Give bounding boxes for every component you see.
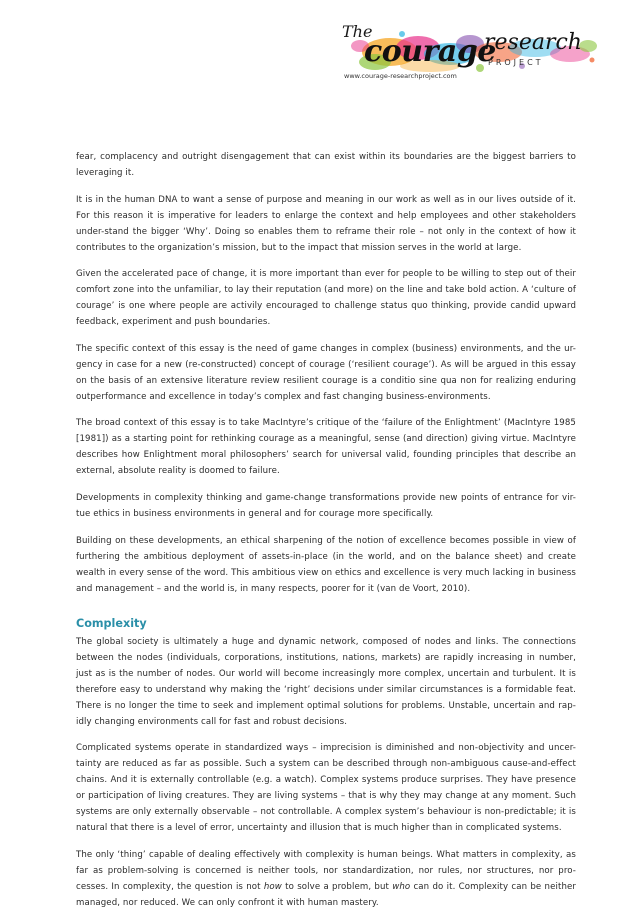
logo-courage: courage <box>364 34 496 69</box>
paragraph: It is in the human DNA to want a sense of purpose and meaning in our work as well as in our lives outside of it. For this reason it is imperative for leaders to enlarge the context and help employees and other stakeholders under-stand the bigger ‘Why’. Doing so enables them to reframe their role – not only in the context of how it contributes to the organization’s mission, but to the impact that mission serves in the world at large. <box>76 194 576 253</box>
section-heading: Complexity <box>76 616 147 630</box>
text-run: can do it. Complexity can be neither managed, nor reduced. We can only confront it with human mastery. <box>76 881 577 908</box>
text-run: to solve a problem, but <box>281 881 393 892</box>
logo-url: www.courage-researchproject.com <box>344 72 457 80</box>
paragraph: fear, complacency and outright disengagement that can exist within its boundaries are the biggest barriers to leveraging it. <box>76 152 576 178</box>
paragraph <box>76 847 576 911</box>
paragraph: The global society is ultimately a huge and dynamic network, composed of nodes and links. The connections between the nodes (individuals, corporations, institutions, nations, markets) are rapidly increasing in number, just as is the number of nodes. Our world will become increasingly more complex, uncertain and turbulent. It is therefore easy to understand why making the ‘right’ decisions under similar circumstances is a formidable feat. There is no longer the time to seek and implement optimal solutions for problems. Unstable, uncertain and rap-idly changing environments call for fast and robust decisions. <box>76 636 576 727</box>
paragraph: Given the accelerated pace of change, it is more important than ever for people to be willing to step out of their comfort zone into the unfamiliar, to lay their reputation (and more) on the line and take bold action. A ‘culture of courage’ is one where people are activily encouraged to challenge status quo thinking, provide candid upward feedback, experiment and push boundaries. <box>76 269 576 328</box>
emphasis-how: how <box>263 881 282 892</box>
article-body <box>76 149 576 921</box>
paragraph: The broad context of this essay is to take MacIntyre’s critique of the ‘failure of the Enlightment’ (MacIntyre 1985 [1981]) as a starting point for rethinking courage as a meaningful, sense (and direction) giving virtue. MacIntyre describes how Enlightment moral philosophers’ search for universal valid, founding principles that describe an external, absolute reality is doomed to failure. <box>76 418 576 477</box>
paragraph: Building on these developments, an ethical sharpening of the notion of excellence becomes possible in view of furthering the ambitious deployment of assets-in-place (in the world, and on the balance sheet) and create wealth in every sense of the word. This ambitious view on ethics and excellence is very much lacking in business and management – and the world is, in many respects, poorer for it (van de Voort, 2010). <box>76 535 576 594</box>
logo <box>330 12 600 92</box>
paragraph: The specific context of this essay is the need of game changes in complex (business) environments, and the ur-gency in case for a new (re-constructed) concept of courage (‘resilient courage’). As will be argued in this essay on the basis of an extensive literature review resilient courage is a conditio sine qua non for realizing enduring outperformance and excellence in today’s complex and fast changing business-environments. <box>76 343 576 402</box>
paragraph: Developments in complexity thinking and game-change transformations provide new points of entrance for vir-tue ethics in business environments in general and for courage more specifically. <box>76 492 576 519</box>
logo-project: PROJECT <box>488 58 544 67</box>
logo-research: research <box>484 30 582 55</box>
logo-the: The <box>342 22 373 41</box>
text-run: The only ‘thing’ capable of dealing effectively with complexity is human beings. What matters in complexity, as far as problem-solving is concerned is neither tools, nor standardization, nor rules, nor structures, nor pro-cesses. In complexity, the question is not <box>76 849 576 892</box>
emphasis-who: who <box>392 881 411 892</box>
paragraph: Complicated systems operate in standardized ways – imprecision is diminished and non-objectivity and uncer-tainty are reduced as far as possible. Such a system can be described through non-ambiguous cause-and-effect chains. And it is externally controllable (e.g. a watch). Complex systems produce surprises. They have presence or participation of living creatures. They are living systems – that is why they may change at any moment. Such systems are only externally observable – not controllable. A complex system’s behaviour is non-predictable; it is natural that there is a level of error, uncertainty and illusion that is much higher than in complicated systems. <box>76 743 576 834</box>
